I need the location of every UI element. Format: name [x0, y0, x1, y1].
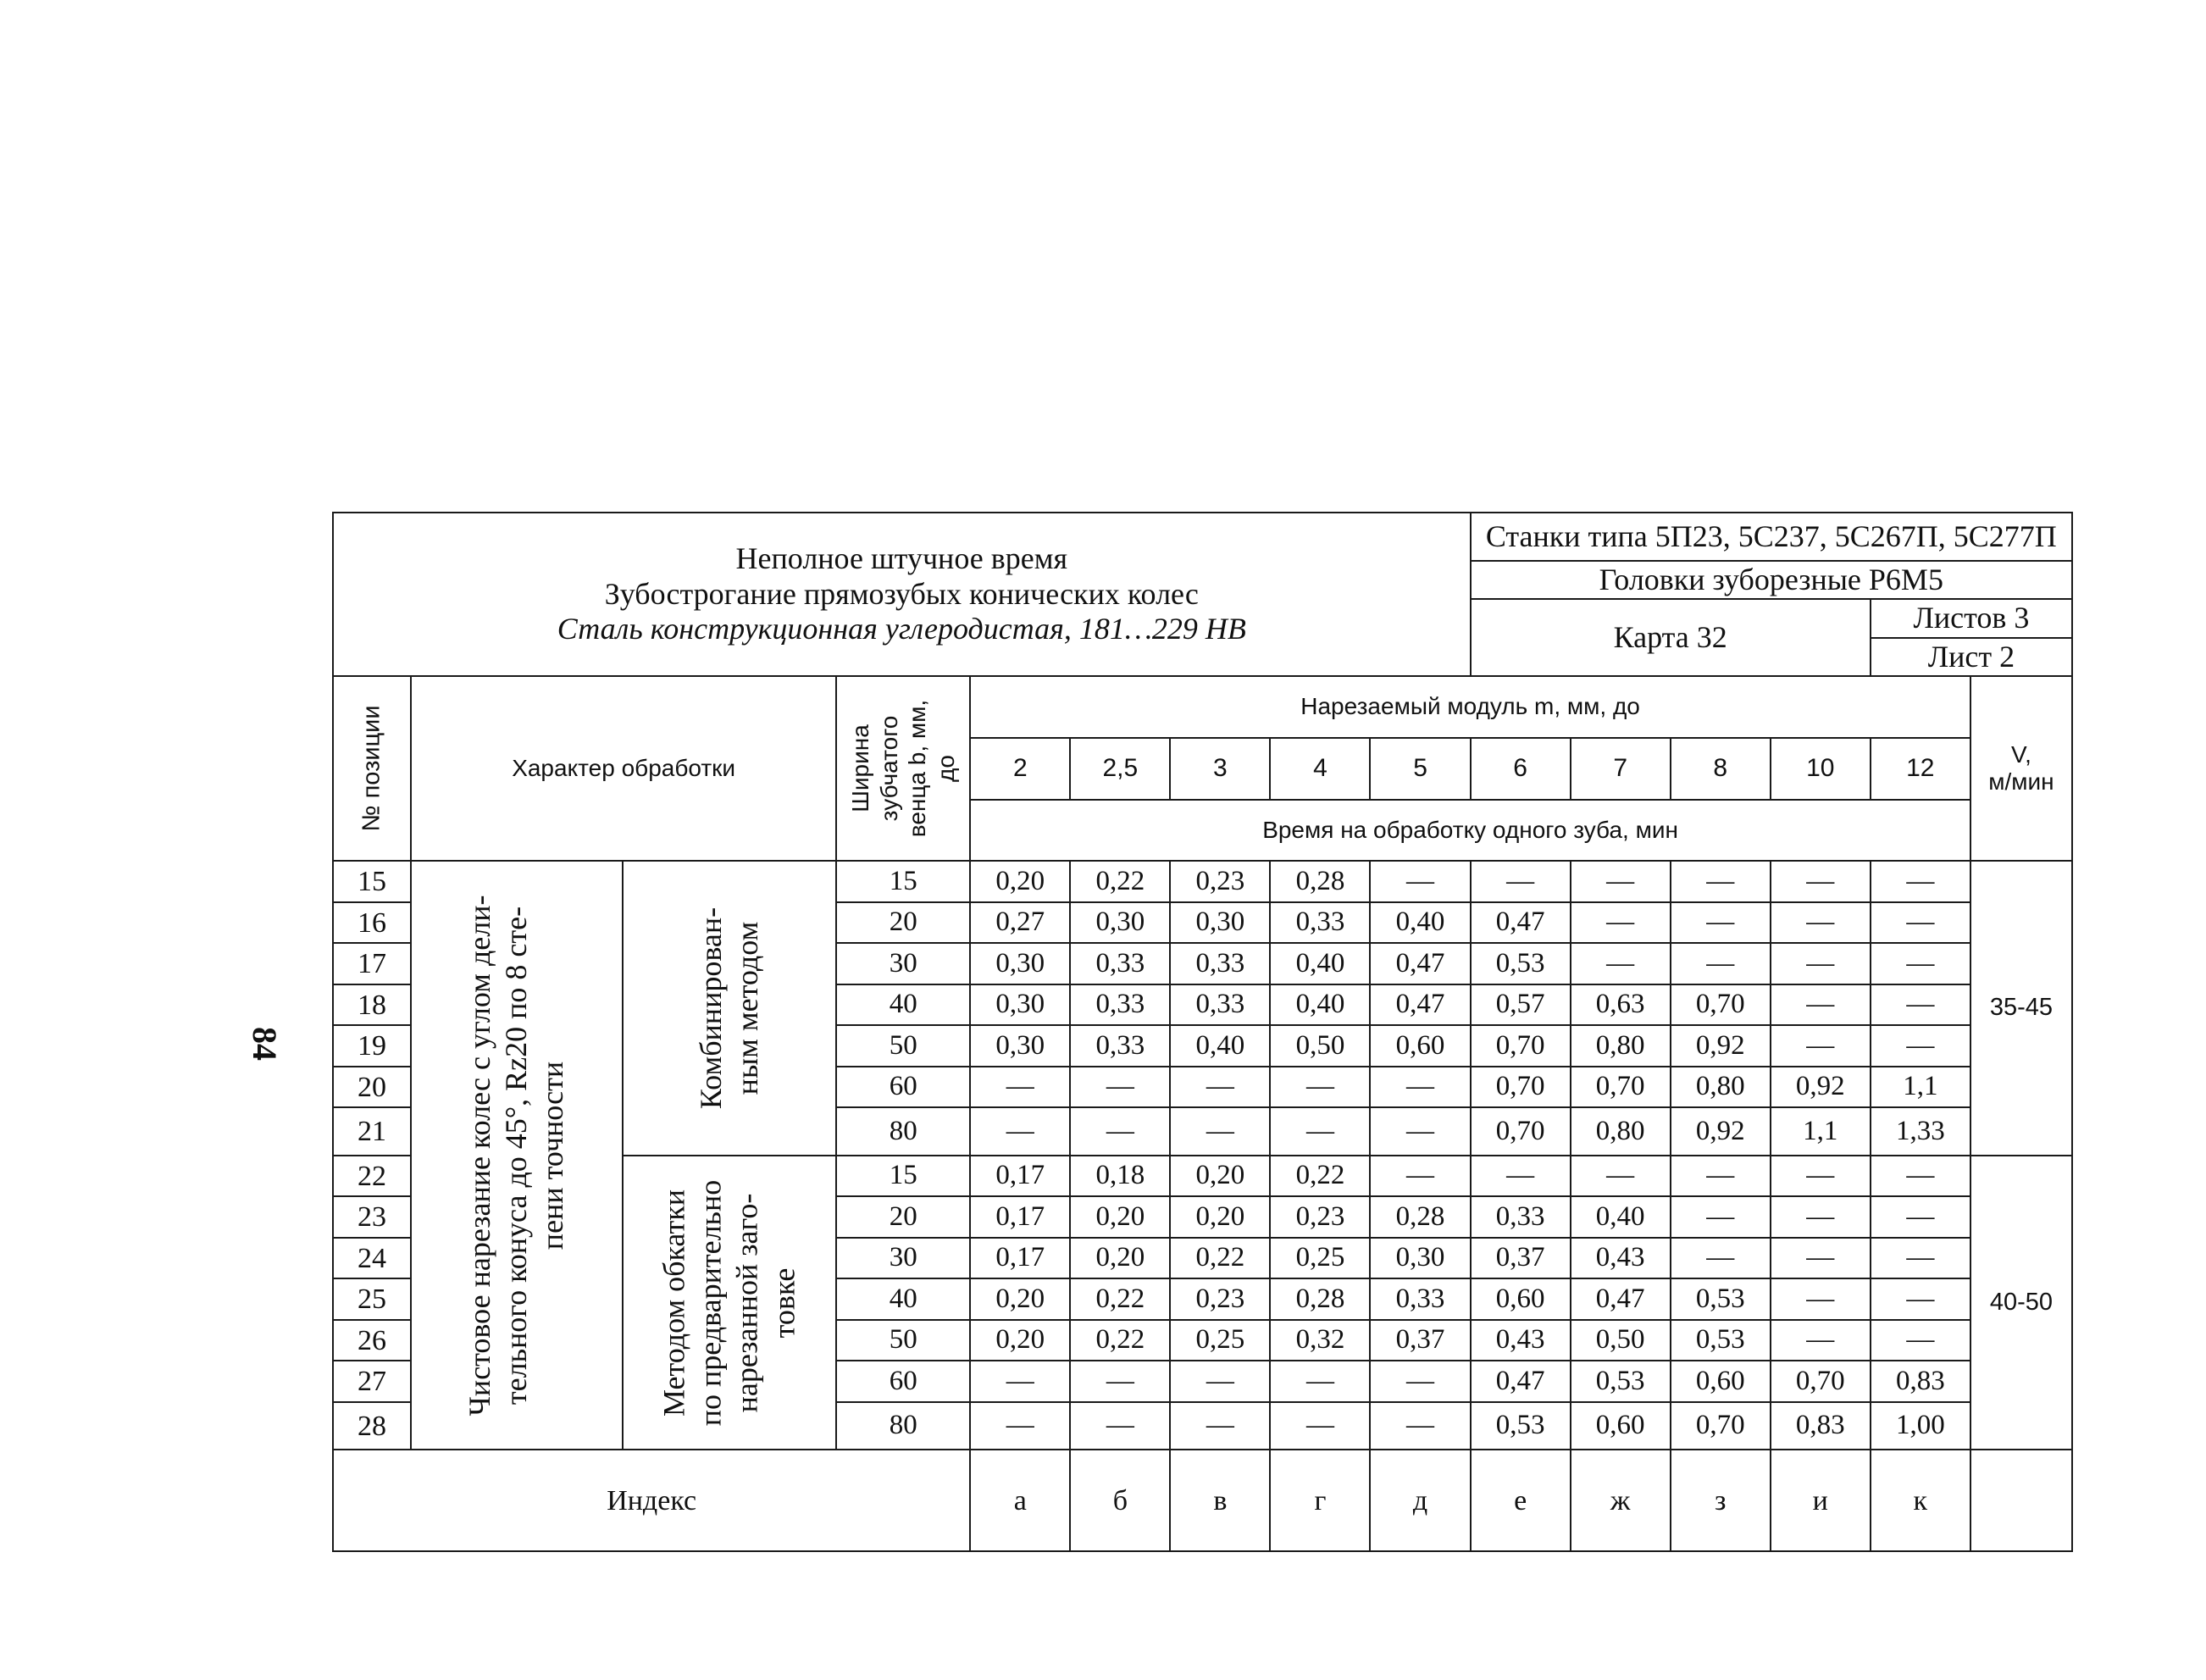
position-cell: 21	[333, 1107, 411, 1156]
time-cell: —	[1270, 1402, 1370, 1450]
width-cell: 80	[836, 1402, 970, 1450]
time-cell: —	[1070, 1361, 1170, 1402]
module-col: 4	[1270, 738, 1370, 800]
width-cell: 20	[836, 902, 970, 944]
time-cell: 0,28	[1370, 1196, 1470, 1238]
title-line2: Зубострогание прямозубых конических колес	[604, 576, 1199, 611]
machines-cell: Станки типа 5П23, 5С237, 5С267П, 5С277П	[1471, 513, 2072, 561]
time-cell: 0,17	[970, 1196, 1070, 1238]
time-cell: —	[1070, 1067, 1170, 1108]
heads-cell: Головки зуборезные Р6М5	[1471, 561, 2072, 599]
index-letter: е	[1471, 1450, 1571, 1551]
sheets-total-cell: Листов 3	[1871, 599, 2072, 637]
time-cell: —	[1871, 943, 1970, 984]
time-cell: —	[1871, 902, 1970, 944]
time-cell: 0,70	[1671, 1402, 1771, 1450]
time-cell: —	[1170, 1067, 1270, 1108]
time-cell: 0,33	[1170, 943, 1270, 984]
card-cell: Карта 32	[1471, 599, 1871, 676]
width-cell: 50	[836, 1025, 970, 1067]
time-cell: 0,60	[1671, 1361, 1771, 1402]
time-cell: 0,40	[1270, 943, 1370, 984]
method-cell	[623, 1156, 836, 1450]
time-cell: —	[1771, 1278, 1871, 1320]
time-cell: 0,47	[1471, 902, 1571, 944]
position-cell: 25	[333, 1278, 411, 1320]
index-letter: д	[1370, 1450, 1470, 1551]
time-cell: 0,70	[1471, 1067, 1571, 1108]
time-cell: 0,30	[1070, 902, 1170, 944]
norm-table-grid	[332, 512, 2073, 1552]
time-cell: 0,20	[970, 1320, 1070, 1361]
time-cell: —	[1771, 943, 1871, 984]
position-cell: 19	[333, 1025, 411, 1067]
time-cell: 0,47	[1471, 1361, 1571, 1402]
index-row	[333, 1450, 2072, 1551]
time-cell: —	[970, 1067, 1070, 1108]
time-cell: —	[1070, 1107, 1170, 1156]
time-cell: 0,70	[1771, 1361, 1871, 1402]
time-cell: —	[1771, 1196, 1871, 1238]
position-cell: 26	[333, 1320, 411, 1361]
time-cell: 0,23	[1270, 1196, 1370, 1238]
time-cell: 0,33	[1370, 1278, 1470, 1320]
module-col: 2	[970, 738, 1070, 800]
time-cell: 0,23	[1170, 861, 1270, 902]
width-cell: 60	[836, 1361, 970, 1402]
method-label: Методом обкатки по предварительно нарезанной заго- товке	[657, 1179, 801, 1426]
time-cell: 0,32	[1270, 1320, 1370, 1361]
time-cell: 0,25	[1270, 1238, 1370, 1279]
time-cell: —	[1671, 1156, 1771, 1197]
module-col: 7	[1571, 738, 1671, 800]
time-cell: —	[1571, 1156, 1671, 1197]
time-cell: —	[1771, 861, 1871, 902]
time-cell: —	[1170, 1402, 1270, 1450]
position-cell: 23	[333, 1196, 411, 1238]
time-cell: —	[1771, 1025, 1871, 1067]
position-header-label: № позиции	[358, 705, 385, 832]
character-header: Характер обработки	[411, 676, 836, 861]
position-cell: 18	[333, 984, 411, 1026]
time-cell: —	[1671, 902, 1771, 944]
time-cell: —	[1871, 1320, 1970, 1361]
time-cell: 0,53	[1671, 1320, 1771, 1361]
position-cell: 15	[333, 861, 411, 902]
width-cell: 40	[836, 1278, 970, 1320]
time-cell: —	[1871, 861, 1970, 902]
position-cell: 17	[333, 943, 411, 984]
time-cell: 0,33	[1270, 902, 1370, 944]
time-cell: —	[970, 1361, 1070, 1402]
width-cell: 20	[836, 1196, 970, 1238]
module-col: 10	[1771, 738, 1871, 800]
index-letter: б	[1070, 1450, 1170, 1551]
time-cell: —	[1571, 861, 1671, 902]
time-cell: —	[970, 1402, 1070, 1450]
table-row	[333, 861, 2072, 902]
time-cell: 0,20	[1070, 1238, 1170, 1279]
time-cell: 0,83	[1771, 1402, 1871, 1450]
time-cell: 0,30	[1170, 902, 1270, 944]
time-cell: 0,80	[1571, 1107, 1671, 1156]
time-cell: 0,70	[1471, 1107, 1571, 1156]
index-letter: в	[1170, 1450, 1270, 1551]
position-cell: 28	[333, 1402, 411, 1450]
time-cell: 0,40	[1571, 1196, 1671, 1238]
time-cell: —	[1671, 861, 1771, 902]
module-col: 6	[1471, 738, 1571, 800]
position-cell: 20	[333, 1067, 411, 1108]
time-cell: 0,40	[1270, 984, 1370, 1026]
processing-group-label: Чистовое нарезание колес с углом дели- тельного конуса до 45°, Rz20 по 8 сте- пени точности	[463, 895, 570, 1417]
time-cell: 0,33	[1070, 1025, 1170, 1067]
time-cell: 0,70	[1471, 1025, 1571, 1067]
time-cell: 0,43	[1571, 1238, 1671, 1279]
time-cell: 0,22	[1270, 1156, 1370, 1197]
time-cell: 0,22	[1070, 1278, 1170, 1320]
time-cell: —	[1370, 1067, 1470, 1108]
time-cell: —	[1471, 861, 1571, 902]
position-cell: 16	[333, 902, 411, 944]
time-cell: 0,17	[970, 1238, 1070, 1279]
position-cell: 24	[333, 1238, 411, 1279]
time-cell: 0,33	[1471, 1196, 1571, 1238]
module-col: 3	[1170, 738, 1270, 800]
time-cell: —	[1170, 1361, 1270, 1402]
width-cell: 30	[836, 1238, 970, 1279]
time-cell: —	[1771, 902, 1871, 944]
time-cell: 0,53	[1671, 1278, 1771, 1320]
title-block	[333, 513, 1471, 676]
time-cell: —	[1471, 1156, 1571, 1197]
time-cell: 0,17	[970, 1156, 1070, 1197]
time-cell: 1,1	[1771, 1107, 1871, 1156]
width-cell: 60	[836, 1067, 970, 1108]
speed-header: V, м/мин	[1970, 676, 2072, 861]
time-cell: —	[1671, 1196, 1771, 1238]
time-cell: —	[1871, 1278, 1970, 1320]
time-cell: —	[1370, 1402, 1470, 1450]
processing-group-cell	[411, 861, 623, 1450]
time-cell: 0,20	[1170, 1156, 1270, 1197]
time-cell: —	[1370, 1361, 1470, 1402]
module-col: 12	[1871, 738, 1970, 800]
time-cell: —	[1771, 984, 1871, 1026]
time-cell: 0,92	[1671, 1025, 1771, 1067]
time-cell: 0,40	[1370, 902, 1470, 944]
time-cell: 1,1	[1871, 1067, 1970, 1108]
time-cell: —	[1170, 1107, 1270, 1156]
speed-cell: 40-50	[1970, 1156, 2072, 1450]
time-cell: 0,37	[1370, 1320, 1470, 1361]
speed-cell: 35-45	[1970, 861, 2072, 1156]
title-line3: Сталь конструкционная углеродистая, 181…229 НВ	[557, 612, 1246, 646]
norm-table	[332, 512, 2073, 1552]
module-col: 2,5	[1070, 738, 1170, 800]
index-letter: а	[970, 1450, 1070, 1551]
index-letter: и	[1771, 1450, 1871, 1551]
module-header: Нарезаемый модуль m, мм, до	[970, 676, 1970, 738]
width-cell: 15	[836, 861, 970, 902]
time-cell: 0,23	[1170, 1278, 1270, 1320]
index-letter: ж	[1571, 1450, 1671, 1551]
time-cell: 0,60	[1370, 1025, 1470, 1067]
method-cell	[623, 861, 836, 1156]
time-cell: 0,53	[1571, 1361, 1671, 1402]
time-cell: 0,40	[1170, 1025, 1270, 1067]
time-cell: 0,28	[1270, 861, 1370, 902]
time-cell: 0,20	[1170, 1196, 1270, 1238]
time-cell: 0,28	[1270, 1278, 1370, 1320]
module-col: 5	[1370, 738, 1470, 800]
time-cell: —	[1771, 1238, 1871, 1279]
time-cell: 1,00	[1871, 1402, 1970, 1450]
time-cell: 0,50	[1571, 1320, 1671, 1361]
time-cell: 0,92	[1671, 1107, 1771, 1156]
module-col: 8	[1671, 738, 1771, 800]
time-cell: 0,27	[970, 902, 1070, 944]
time-cell: —	[1270, 1107, 1370, 1156]
time-cell: 0,30	[970, 1025, 1070, 1067]
time-cell: 0,20	[970, 861, 1070, 902]
time-cell: —	[1871, 984, 1970, 1026]
time-cell: —	[1370, 1156, 1470, 1197]
index-label: Индекс	[333, 1450, 970, 1551]
width-header	[836, 676, 970, 861]
time-cell: —	[1270, 1067, 1370, 1108]
width-cell: 80	[836, 1107, 970, 1156]
index-empty-cell	[1970, 1450, 2072, 1551]
time-cell: 0,57	[1471, 984, 1571, 1026]
time-cell: —	[1070, 1402, 1170, 1450]
time-cell: 0,83	[1871, 1361, 1970, 1402]
time-cell: —	[1871, 1238, 1970, 1279]
time-cell: 0,70	[1571, 1067, 1671, 1108]
time-cell: 0,47	[1370, 943, 1470, 984]
time-cell: 1,33	[1871, 1107, 1970, 1156]
time-cell: —	[1871, 1196, 1970, 1238]
width-cell: 15	[836, 1156, 970, 1197]
time-cell: —	[1370, 1107, 1470, 1156]
time-cell: 0,43	[1471, 1320, 1571, 1361]
title-line1: Неполное штучное время	[735, 541, 1068, 576]
time-cell: 0,47	[1571, 1278, 1671, 1320]
width-cell: 30	[836, 943, 970, 984]
width-header-label: Ширина зубчатого венца b, мм, до	[847, 699, 959, 838]
time-cell: —	[1671, 1238, 1771, 1279]
time-cell: 0,53	[1471, 943, 1571, 984]
index-letter: г	[1270, 1450, 1370, 1551]
time-cell: 0,20	[970, 1278, 1070, 1320]
time-cell: 0,22	[1070, 1320, 1170, 1361]
time-cell: 0,37	[1471, 1238, 1571, 1279]
time-cell: —	[1270, 1361, 1370, 1402]
time-cell: —	[1370, 861, 1470, 902]
time-cell: 0,30	[970, 943, 1070, 984]
time-cell: —	[970, 1107, 1070, 1156]
time-cell: —	[1771, 1320, 1871, 1361]
time-cell: —	[1571, 943, 1671, 984]
index-letter: з	[1671, 1450, 1771, 1551]
time-cell: 0,47	[1370, 984, 1470, 1026]
time-cell: —	[1871, 1156, 1970, 1197]
time-cell: —	[1771, 1156, 1871, 1197]
time-cell: —	[1871, 1025, 1970, 1067]
time-cell: —	[1571, 902, 1671, 944]
time-cell: 0,20	[1070, 1196, 1170, 1238]
time-cell: 0,30	[970, 984, 1070, 1026]
page-number: 84	[246, 1027, 284, 1061]
time-cell: 0,53	[1471, 1402, 1571, 1450]
time-cell: —	[1671, 943, 1771, 984]
time-cell: 0,25	[1170, 1320, 1270, 1361]
sheet-cell: Лист 2	[1871, 638, 2072, 676]
time-cell: 0,80	[1571, 1025, 1671, 1067]
time-cell: 0,63	[1571, 984, 1671, 1026]
time-cell: 0,92	[1771, 1067, 1871, 1108]
time-cell: 0,33	[1070, 984, 1170, 1026]
time-cell: 0,80	[1671, 1067, 1771, 1108]
time-cell: 0,18	[1070, 1156, 1170, 1197]
time-cell: 0,70	[1671, 984, 1771, 1026]
time-cell: 0,33	[1070, 943, 1170, 984]
width-cell: 50	[836, 1320, 970, 1361]
width-cell: 40	[836, 984, 970, 1026]
time-header: Время на обработку одного зуба, мин	[970, 800, 1970, 862]
time-cell: 0,60	[1571, 1402, 1671, 1450]
time-cell: 0,50	[1270, 1025, 1370, 1067]
method-label: Комбинирован- ным методом	[693, 907, 765, 1110]
position-header	[333, 676, 411, 861]
time-cell: 0,30	[1370, 1238, 1470, 1279]
time-cell: 0,22	[1170, 1238, 1270, 1279]
time-cell: 0,33	[1170, 984, 1270, 1026]
index-letter: к	[1871, 1450, 1970, 1551]
time-cell: 0,22	[1070, 861, 1170, 902]
position-cell: 27	[333, 1361, 411, 1402]
position-cell: 22	[333, 1156, 411, 1197]
time-cell: 0,60	[1471, 1278, 1571, 1320]
